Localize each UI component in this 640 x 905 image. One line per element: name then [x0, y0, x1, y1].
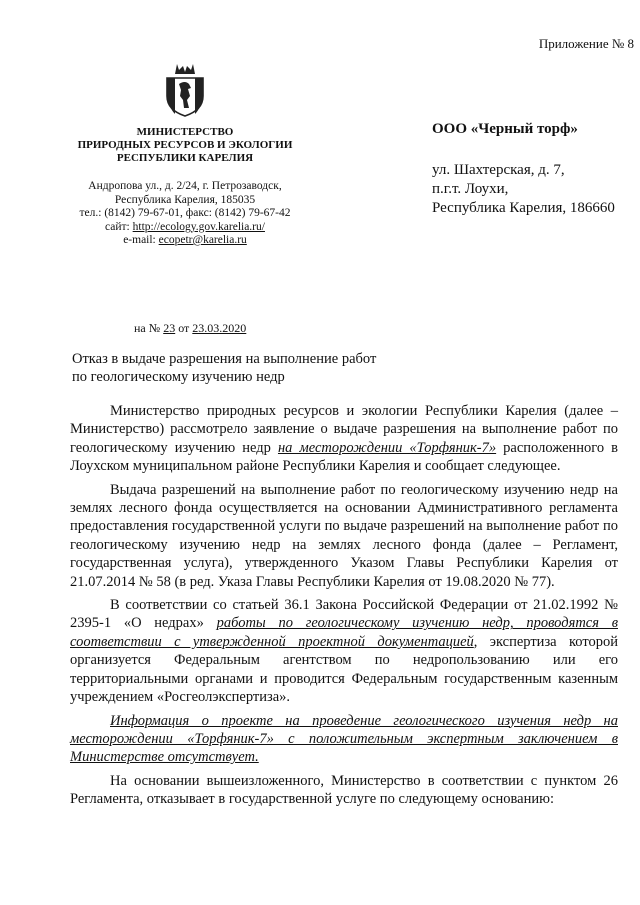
- reference-number: 23: [163, 321, 176, 335]
- subject-line: по геологическому изучению недр: [72, 369, 285, 385]
- body-paragraph: Выдача разрешений на выполнение работ по геологическому изучению недр на землях лесного фонда осуществляется на основании Административного регламента предоставления государственной услуги по выдаче разрешений на выполнение работ по геологическому изучению недр на землях лесного фонда (далее – Регламент, государственная услуга), утвержденного Указом Главы Республики Карелия от 21.07.2014 № 58 (в ред. Указа Главы Республики Карелия от 19.08.2020 № 77).: [70, 481, 618, 590]
- ministry-line: ПРИРОДНЫХ РЕСУРСОВ И ЭКОЛОГИИ: [77, 139, 293, 151]
- body-paragraph: На основании вышеизложенного, Министерство в соответствии с пунктом 26 Регламента, отказывает в государственной услуге по следующему основанию:: [70, 772, 618, 808]
- email-label: e-mail:: [123, 234, 159, 246]
- sender-address-line: Республика Карелия, 185035: [114, 193, 256, 206]
- body-paragraph: [70, 402, 618, 476]
- sender-address-line: Андропова ул., д. 2/24, г. Петрозаводск,: [88, 180, 282, 192]
- body-paragraph: [70, 712, 618, 767]
- email-link[interactable]: ecopetr@karelia.ru: [158, 234, 247, 246]
- sender-phone: тел.: (8142) 79-67-01, факс: (8142) 79-67-42: [79, 207, 291, 219]
- reference-line: [134, 321, 246, 336]
- appendix-label: Приложение № 8: [538, 36, 634, 51]
- recipient-town: п.г.т. Лоухи,: [432, 181, 509, 197]
- ministry-line: РЕСПУБЛИКИ КАРЕЛИЯ: [116, 152, 254, 164]
- site-label: сайт:: [105, 220, 133, 233]
- reference-middle: от: [175, 321, 193, 335]
- letter-subject: [72, 350, 412, 386]
- karelia-coat-of-arms-icon: [163, 62, 207, 118]
- body-paragraph: [70, 596, 618, 706]
- recipient-street: ул. Шахтерская, д. 7,: [432, 162, 565, 178]
- sender-site: [60, 221, 310, 235]
- recipient-block: [432, 120, 615, 218]
- reference-prefix: на №: [134, 321, 164, 335]
- subject-line: Отказ в выдаче разрешения на выполнение работ: [72, 351, 377, 367]
- reference-date: 23.03.2020: [192, 321, 247, 335]
- sender-email: [60, 234, 310, 248]
- body-text: Министерство природных ресурсов и экологии Республики Карелия (далее – Министерство) рассмотрело заявление о выдаче разрешения на выполнение работ по геологическому изучению недр: [70, 403, 618, 456]
- sender-contacts: [60, 180, 310, 248]
- recipient-region: Республика Карелия, 186660: [432, 200, 615, 216]
- body-underlined-text: Информация о проекте на проведение геологического изучения недр на месторождении «Торфяник-7» с положительным экспертным заключением в Министерстве отсутствует.: [70, 712, 618, 766]
- site-link[interactable]: http://ecology.gov.karelia.ru/: [132, 220, 265, 233]
- body-underlined-text: работы по геологическому изучению недр, проводятся в соответствии с утвержденной проектной документацией: [70, 615, 618, 650]
- recipient-name: ООО «Черный торф»: [432, 121, 578, 137]
- body-underlined-text: на месторождении «Торфяник-7»: [277, 439, 497, 456]
- letter-body: [70, 402, 618, 814]
- ministry-line: МИНИСТЕРСТВО: [136, 126, 234, 138]
- body-text: расположенного в Лоухском муниципальном районе Республики Карелия и сообщает следующее.: [70, 439, 618, 475]
- body-text: В соответствии со статьей 36.1 Закона Российской Федерации от 21.02.1992 № 2395-1 «О недрах»: [70, 597, 618, 632]
- ministry-name: [60, 126, 310, 165]
- body-text: , экспертиза которой организуется Федеральным агентством по недропользованию или его территориальными органами и проводится Федеральным государственным казенным учреждением «Росгеолэкспертиза».: [70, 633, 618, 706]
